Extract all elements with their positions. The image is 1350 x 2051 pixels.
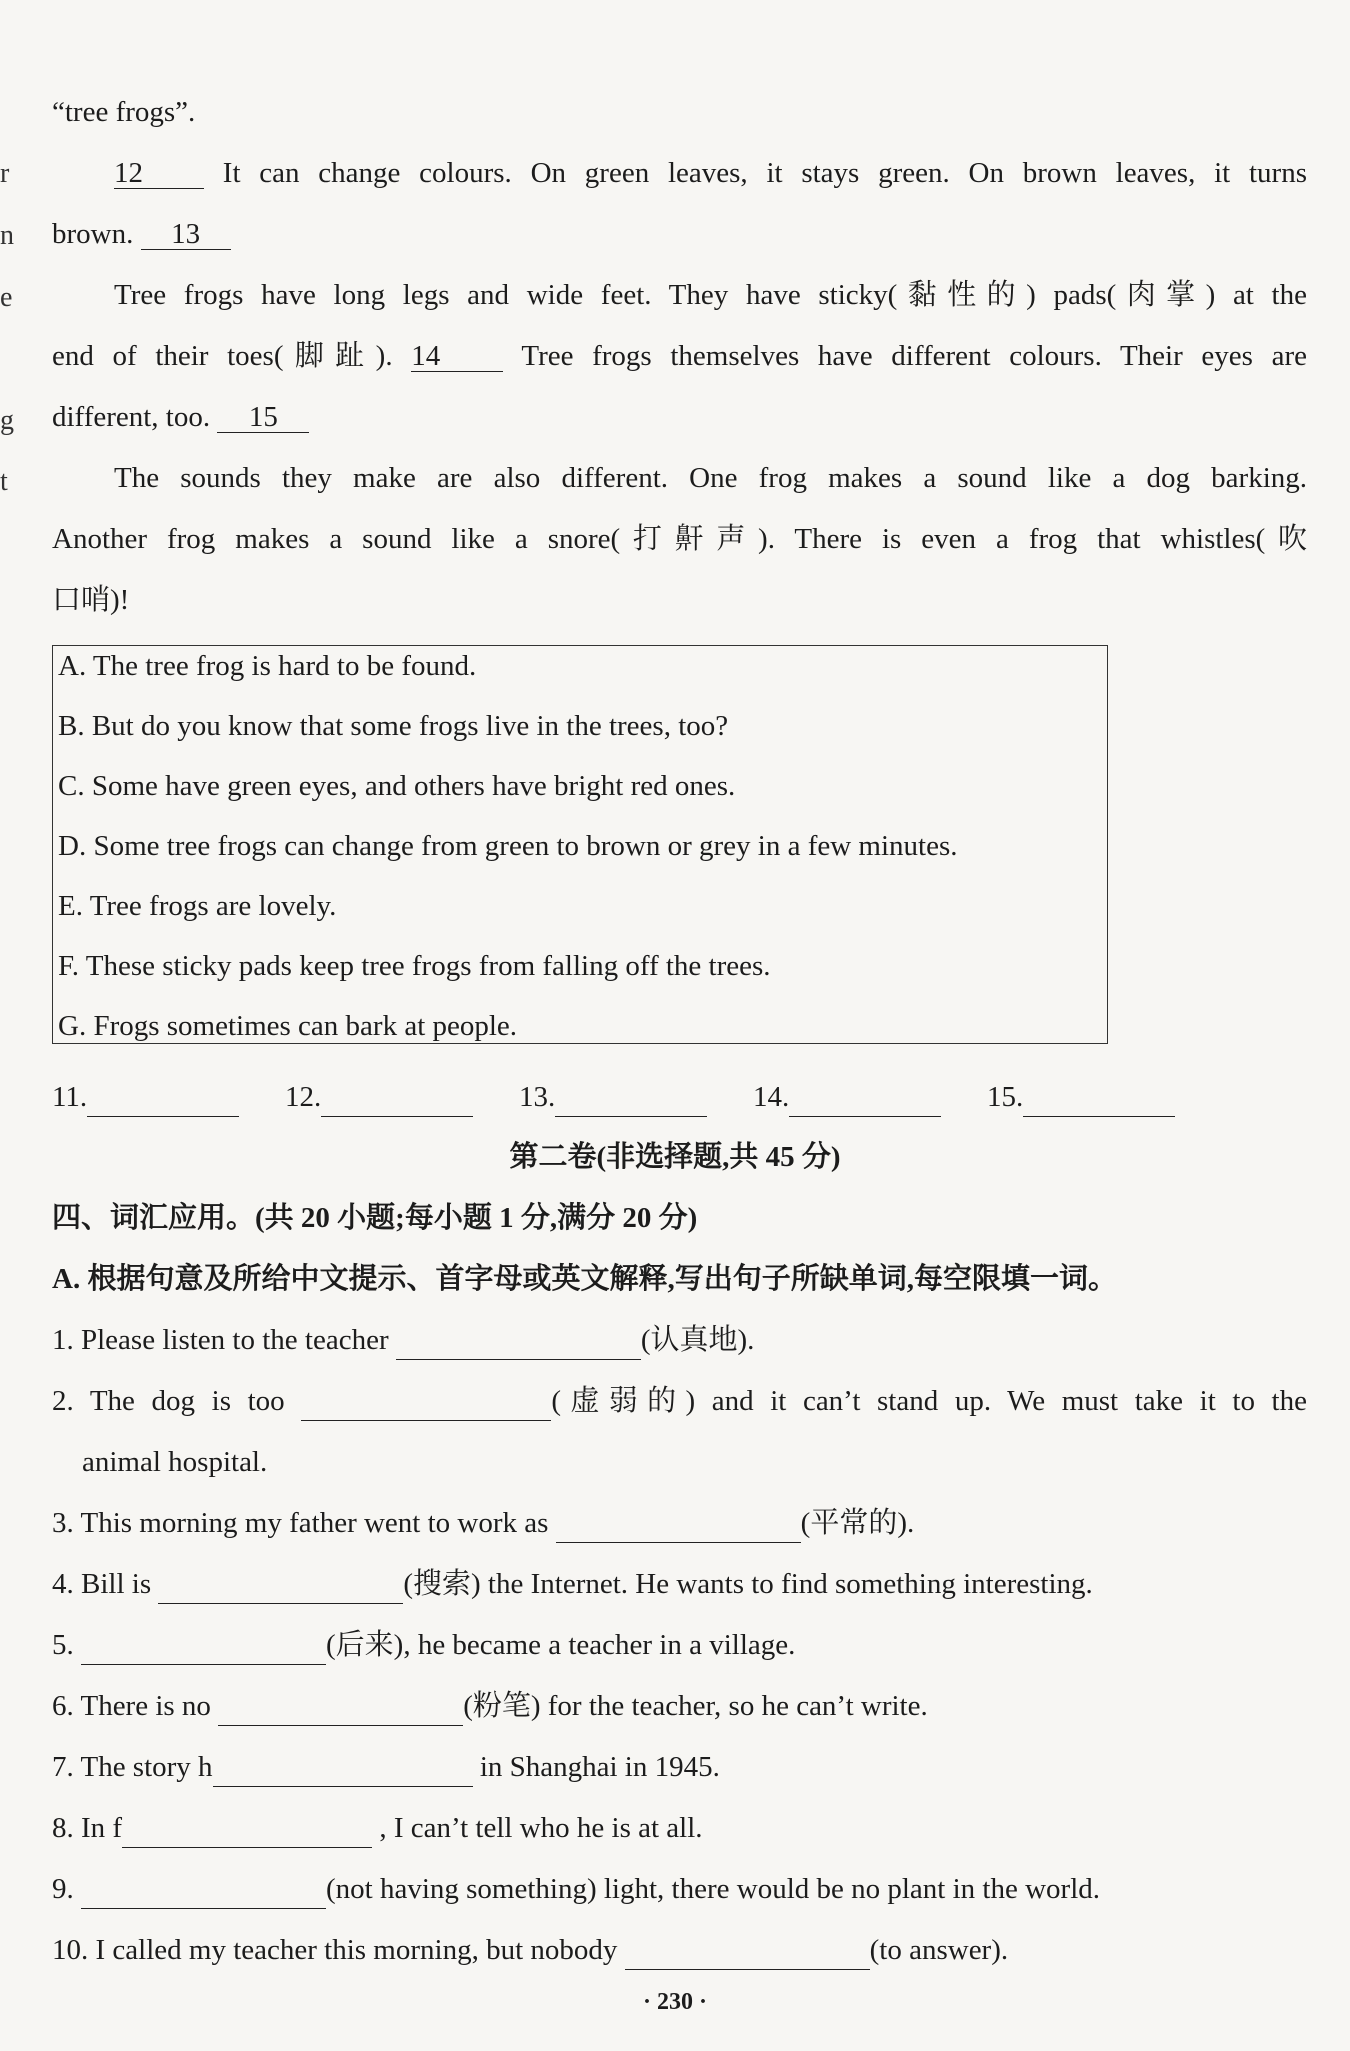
answer-line xyxy=(396,1329,641,1360)
answer-line xyxy=(122,1817,372,1848)
question-5: 5. (后来), he became a teacher in a village. xyxy=(52,1625,1307,1665)
passage-line: 口哨)! xyxy=(52,584,130,616)
page-number: · 230 · xyxy=(642,1989,707,2015)
margin-fragment: t xyxy=(0,466,8,497)
passage-line: Another frog makes a sound like a snore(打鼾声). There is even a frog that whistles(吹 xyxy=(52,523,1307,555)
passage-line xyxy=(52,336,1307,376)
answer-slot: 12. xyxy=(285,1077,473,1117)
question-6: 6. There is no (粉笔) for the teacher, so he can’t write. xyxy=(52,1686,1307,1726)
option-item: G. Frogs sometimes can bark at people. xyxy=(58,1010,518,1042)
passage-text: brown. xyxy=(52,218,134,250)
question-7: 7. The story h in Shanghai in 1945. xyxy=(52,1747,1307,1787)
passage-text: end of their toes(脚趾). xyxy=(52,340,393,372)
answer-line xyxy=(301,1390,551,1421)
passage-text: It can change colours. On green leaves, it stays green. On brown leaves, it turns xyxy=(222,157,1308,189)
margin-fragment: r xyxy=(0,158,10,189)
margin-fragment: e xyxy=(0,282,13,313)
answer-slot: 14. xyxy=(753,1077,941,1117)
question-9: 9. (not having something) light, there would be no plant in the world. xyxy=(52,1869,1307,1909)
passage-text: different, too. xyxy=(52,401,211,433)
option-item: E. Tree frogs are lovely. xyxy=(58,890,337,922)
question-4: 4. Bill is (搜索) the Internet. He wants to find something interesting. xyxy=(52,1564,1307,1604)
passage-line xyxy=(52,153,1307,193)
answer-blank: 15 xyxy=(217,402,309,433)
option-item: D. Some tree frogs can change from green to brown or grey in a few minutes. xyxy=(58,830,958,862)
answer-line xyxy=(213,1756,473,1787)
answer-blank: 14 xyxy=(411,341,503,372)
answer-slot: 13. xyxy=(519,1077,707,1117)
passage-line: Tree frogs have long legs and wide feet. They have sticky(黏性的) pads(肉掌) at the xyxy=(114,279,1307,311)
answer-blank: 12 xyxy=(114,158,204,189)
question-8: 8. In f , I can’t tell who he is at all. xyxy=(52,1808,1307,1848)
margin-fragment: n xyxy=(0,220,14,251)
margin-fragment: g xyxy=(0,405,14,436)
options-box xyxy=(52,645,1108,1044)
passage-text: Tree frogs themselves have different colours. Their eyes are xyxy=(521,340,1307,372)
answer-line xyxy=(81,1634,326,1665)
sub-heading: A. 根据句意及所给中文提示、首字母或英文解释,写出句子所缺单词,每空限填一词。 xyxy=(52,1263,1117,1295)
passage-line xyxy=(52,397,1307,437)
question-2: 2. The dog is too (虚弱的) and it can’t stand up. We must take it to the xyxy=(52,1381,1307,1421)
question-3: 3. This morning my father went to work as (平常的). xyxy=(52,1503,1307,1543)
part-heading: 四、词汇应用。(共 20 小题;每小题 1 分,满分 20 分) xyxy=(52,1202,698,1234)
answer-slot: 15. xyxy=(987,1077,1175,1117)
answer-line xyxy=(158,1573,403,1604)
answer-blank: 13 xyxy=(141,219,231,250)
passage-line: “tree frogs”. xyxy=(52,96,196,128)
passage-line xyxy=(52,214,1307,254)
option-item: A. The tree frog is hard to be found. xyxy=(58,650,477,682)
answer-line xyxy=(218,1695,463,1726)
answer-line xyxy=(625,1939,870,1970)
option-item: B. But do you know that some frogs live in the trees, too? xyxy=(58,710,729,742)
question-2-cont: animal hospital. xyxy=(82,1446,268,1478)
question-1: 1. Please listen to the teacher (认真地). xyxy=(52,1320,1307,1360)
option-item: F. These sticky pads keep tree frogs from falling off the trees. xyxy=(58,950,771,982)
answer-line xyxy=(556,1512,801,1543)
option-item: C. Some have green eyes, and others have bright red ones. xyxy=(58,770,736,802)
question-10: 10. I called my teacher this morning, but nobody (to answer). xyxy=(52,1930,1307,1970)
answer-line xyxy=(81,1878,326,1909)
passage-line: The sounds they make are also different. One frog makes a sound like a dog barking. xyxy=(114,462,1307,494)
section-title: 第二卷(非选择题,共 45 分) xyxy=(509,1141,841,1173)
answer-slot: 11. xyxy=(52,1077,239,1117)
